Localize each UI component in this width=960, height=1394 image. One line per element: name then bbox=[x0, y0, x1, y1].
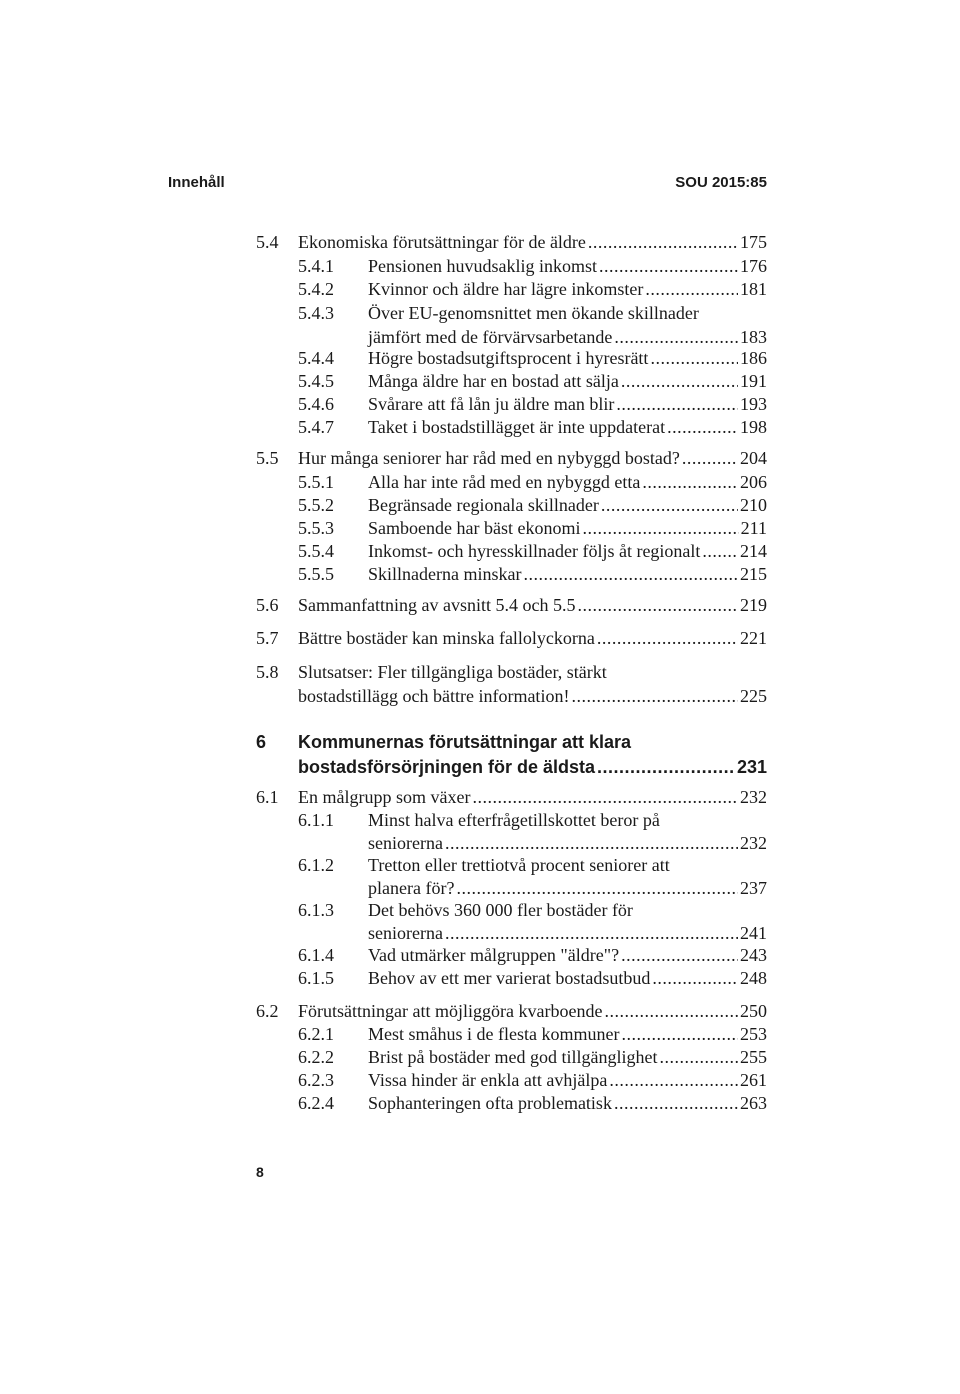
toc-entry-title: Alla har inte råd med en nybyggd etta bbox=[368, 472, 641, 492]
toc-entry-page: 263 bbox=[740, 1093, 767, 1113]
toc-entry[interactable] bbox=[298, 347, 767, 369]
toc-entry-title: Många äldre har en bostad att sälja bbox=[368, 371, 619, 391]
toc-entry-title: seniorerna bbox=[368, 833, 443, 853]
toc-entry[interactable] bbox=[298, 302, 767, 348]
toc-entry-title-line1: Slutsatser: Fler tillgängliga bostäder, stärkt bbox=[298, 662, 607, 682]
toc-entry-title: Bättre bostäder kan minska fallolyckorna bbox=[298, 628, 595, 648]
toc-entry-page: 176 bbox=[740, 256, 767, 276]
toc-entry-number: 6.2.2 bbox=[298, 1047, 334, 1067]
toc-entry-page: 250 bbox=[740, 1001, 767, 1021]
toc-entry-title: Begränsade regionala skillnader bbox=[368, 495, 599, 515]
toc-entry-page: 193 bbox=[740, 394, 767, 414]
toc-entry-number: 6.2.4 bbox=[298, 1093, 334, 1113]
toc-entry-number: 6.2 bbox=[256, 1001, 279, 1021]
toc-entry-number: 5.8 bbox=[256, 662, 279, 682]
toc-entry-number: 5.7 bbox=[256, 628, 279, 648]
toc-entry-title: bostadstillägg och bättre information! bbox=[298, 686, 570, 706]
toc-entry[interactable] bbox=[298, 809, 767, 855]
leader-dots bbox=[445, 922, 738, 944]
toc-entry[interactable] bbox=[298, 494, 767, 516]
toc-entry-page: 206 bbox=[740, 472, 767, 492]
toc-entry-title: Taket i bostadstillägget är inte uppdaterat bbox=[368, 417, 666, 437]
leader-dots bbox=[582, 517, 738, 539]
toc-entry-page: 204 bbox=[740, 448, 767, 468]
toc-entry[interactable] bbox=[298, 854, 767, 900]
leader-dots bbox=[604, 1000, 738, 1022]
toc-entry-number: 5.5 bbox=[256, 448, 279, 468]
leader-dots bbox=[588, 231, 738, 253]
toc-entry-page: 198 bbox=[740, 417, 767, 437]
toc-entry-title: Hur många seniorer har råd med en nybyggd bostad? bbox=[298, 448, 680, 468]
leader-dots bbox=[609, 1069, 738, 1091]
toc-entry-title: Kvinnor och äldre har lägre inkomster bbox=[368, 279, 644, 299]
toc-entry-page: 221 bbox=[740, 628, 767, 648]
toc-entry[interactable] bbox=[298, 370, 767, 392]
leader-dots bbox=[599, 255, 738, 277]
leader-dots bbox=[652, 967, 738, 989]
toc-entry-title: Inkomst- och hyresskillnader följs åt regionalt bbox=[368, 541, 701, 561]
toc-chapter-page: 231 bbox=[736, 757, 767, 777]
toc-entry-title: Förutsättningar att möjliggöra kvarboende bbox=[298, 1001, 603, 1021]
toc-entry-page: 225 bbox=[740, 686, 767, 706]
toc-entry-page: 214 bbox=[740, 541, 767, 561]
toc-entry-page: 183 bbox=[740, 327, 767, 347]
toc-entry-number: 6.1.4 bbox=[298, 945, 334, 965]
toc-entry-number: 5.5.4 bbox=[298, 541, 334, 561]
toc-entry-title: Brist på bostäder med god tillgänglighet bbox=[368, 1047, 658, 1067]
toc-entry[interactable] bbox=[298, 899, 767, 945]
toc-entry-page: 261 bbox=[740, 1070, 767, 1090]
leader-dots bbox=[597, 627, 738, 649]
toc-entry-number: 5.4.4 bbox=[298, 348, 334, 368]
toc-entry-page: 181 bbox=[740, 279, 767, 299]
toc-entry-title-line1: Minst halva efterfrågetillskottet beror på bbox=[368, 810, 660, 830]
leader-dots bbox=[682, 447, 738, 469]
toc-entry-title: Högre bostadsutgiftsprocent i hyresrätt bbox=[368, 348, 649, 368]
toc-entry-title: Pensionen huvudsaklig inkomst bbox=[368, 256, 597, 276]
toc-entry-page: 210 bbox=[740, 495, 767, 515]
toc-entry-number: 5.6 bbox=[256, 595, 279, 615]
toc-entry[interactable] bbox=[256, 1000, 767, 1022]
toc-entry-title: Samboende har bäst ekonomi bbox=[368, 518, 581, 538]
toc-entry-number: 6.2.1 bbox=[298, 1024, 334, 1044]
leader-dots bbox=[645, 278, 738, 300]
toc-entry-page: 211 bbox=[740, 518, 767, 538]
toc-entry-number: 5.4.1 bbox=[298, 256, 334, 276]
toc-entry-page: 232 bbox=[740, 833, 767, 853]
toc-entry-page: 255 bbox=[740, 1047, 767, 1067]
toc-entry-number: 6.1.1 bbox=[298, 810, 334, 830]
toc-entry-page: 241 bbox=[740, 923, 767, 943]
leader-dots bbox=[614, 1092, 738, 1114]
toc-entry[interactable] bbox=[256, 447, 767, 469]
toc-entry-page: 219 bbox=[740, 595, 767, 615]
toc-entry-number: 5.4.5 bbox=[298, 371, 334, 391]
toc-entry-title: jämfört med de förvärvsarbetande bbox=[368, 327, 613, 347]
toc-entry[interactable] bbox=[256, 627, 767, 649]
toc-chapter-title: bostadsförsörjningen för de äldsta bbox=[298, 757, 596, 777]
toc-entry-title-line1: Tretton eller trettiotvå procent seniorer att bbox=[368, 855, 670, 875]
toc-chapter-title-line1: Kommunernas förutsättningar att klara bbox=[298, 732, 632, 752]
leader-dots bbox=[456, 877, 738, 899]
page-number: 8 bbox=[256, 1164, 264, 1180]
toc-entry[interactable] bbox=[298, 1092, 767, 1114]
toc-entry[interactable] bbox=[298, 255, 767, 277]
toc-entry-title: Mest småhus i de flesta kommuner bbox=[368, 1024, 620, 1044]
running-header-doc-id: SOU 2015:85 bbox=[675, 174, 767, 191]
toc-entry[interactable] bbox=[298, 471, 767, 493]
toc-chapter-number: 6 bbox=[256, 732, 267, 752]
leader-dots bbox=[472, 786, 738, 808]
toc-entry-title: Skillnaderna minskar bbox=[368, 564, 522, 584]
leader-dots bbox=[621, 1023, 738, 1045]
toc-entry-page: 191 bbox=[740, 371, 767, 391]
leader-dots bbox=[523, 563, 738, 585]
toc-entry-title: Svårare att få lån ju äldre man blir bbox=[368, 394, 615, 414]
toc-entry[interactable] bbox=[298, 1023, 767, 1045]
leader-dots bbox=[702, 540, 738, 562]
toc-entry[interactable] bbox=[298, 944, 767, 966]
leader-dots bbox=[445, 832, 738, 854]
leader-dots bbox=[577, 594, 738, 616]
toc-entry-title: Vissa hinder är enkla att avhjälpa bbox=[368, 1070, 608, 1090]
toc-entry-number: 5.4 bbox=[256, 232, 279, 252]
toc-entry-number: 6.1.2 bbox=[298, 855, 334, 875]
toc-entry[interactable] bbox=[298, 517, 767, 539]
toc-entry-page: 248 bbox=[740, 968, 767, 988]
toc-entry-title: Behov av ett mer varierat bostadsutbud bbox=[368, 968, 651, 988]
toc-entry-page: 237 bbox=[740, 878, 767, 898]
toc-entry[interactable] bbox=[298, 967, 767, 989]
toc-entry[interactable] bbox=[256, 661, 767, 707]
leader-dots bbox=[614, 326, 738, 348]
toc-entry[interactable] bbox=[298, 278, 767, 300]
toc-entry-title: Ekonomiska förutsättningar för de äldre bbox=[298, 232, 586, 252]
toc-entry[interactable] bbox=[256, 594, 767, 616]
toc-entry-title: planera för? bbox=[368, 878, 455, 898]
toc-chapter-entry[interactable] bbox=[256, 731, 767, 779]
toc-entry-page: 243 bbox=[740, 945, 767, 965]
toc-entry-title: Vad utmärker målgruppen "äldre"? bbox=[368, 945, 620, 965]
toc-entry-title-line1: Det behövs 360 000 fler bostäder för bbox=[368, 900, 633, 920]
leader-dots bbox=[642, 471, 738, 493]
toc-entry-page: 186 bbox=[740, 348, 767, 368]
toc-entry-title-line1: Över EU-genomsnittet men ökande skillnader bbox=[368, 303, 699, 323]
toc-entry-title: Sammanfattning av avsnitt 5.4 och 5.5 bbox=[298, 595, 576, 615]
toc-entry-number: 5.5.3 bbox=[298, 518, 334, 538]
toc-entry-number: 5.5.5 bbox=[298, 564, 334, 584]
toc-entry[interactable] bbox=[298, 1046, 767, 1068]
leader-dots bbox=[650, 347, 738, 369]
leader-dots bbox=[667, 416, 738, 438]
toc-entry-page: 175 bbox=[740, 232, 767, 252]
toc-entry-number: 5.4.2 bbox=[298, 279, 334, 299]
toc-entry-page: 232 bbox=[740, 787, 767, 807]
toc-entry-title: Sophanteringen ofta problematisk bbox=[368, 1093, 612, 1113]
toc-entry-number: 5.4.3 bbox=[298, 303, 334, 323]
leader-dots bbox=[597, 756, 735, 778]
toc-entry[interactable] bbox=[298, 540, 767, 562]
toc-entry[interactable] bbox=[298, 416, 767, 438]
toc-entry-number: 5.5.2 bbox=[298, 495, 334, 515]
toc-entry-page: 253 bbox=[740, 1024, 767, 1044]
toc-entry[interactable] bbox=[298, 393, 767, 415]
leader-dots bbox=[621, 370, 738, 392]
toc-entry-page: 215 bbox=[740, 564, 767, 584]
leader-dots bbox=[616, 393, 738, 415]
toc-entry-number: 6.2.3 bbox=[298, 1070, 334, 1090]
toc-entry-number: 6.1 bbox=[256, 787, 279, 807]
toc-entry-number: 5.4.6 bbox=[298, 394, 334, 414]
toc-entry[interactable] bbox=[256, 231, 767, 253]
toc-entry-number: 6.1.5 bbox=[298, 968, 334, 988]
toc-entry-number: 5.5.1 bbox=[298, 472, 334, 492]
toc-entry[interactable] bbox=[256, 786, 767, 808]
toc-entry[interactable] bbox=[298, 1069, 767, 1091]
toc-entry-number: 6.1.3 bbox=[298, 900, 334, 920]
toc-entry-number: 5.4.7 bbox=[298, 417, 334, 437]
toc-entry-title: En målgrupp som växer bbox=[298, 787, 471, 807]
leader-dots bbox=[601, 494, 738, 516]
toc-entry[interactable] bbox=[298, 563, 767, 585]
leader-dots bbox=[659, 1046, 738, 1068]
toc-entry-title: seniorerna bbox=[368, 923, 443, 943]
leader-dots bbox=[621, 944, 738, 966]
running-header-section: Innehåll bbox=[168, 174, 225, 191]
leader-dots bbox=[571, 685, 738, 707]
